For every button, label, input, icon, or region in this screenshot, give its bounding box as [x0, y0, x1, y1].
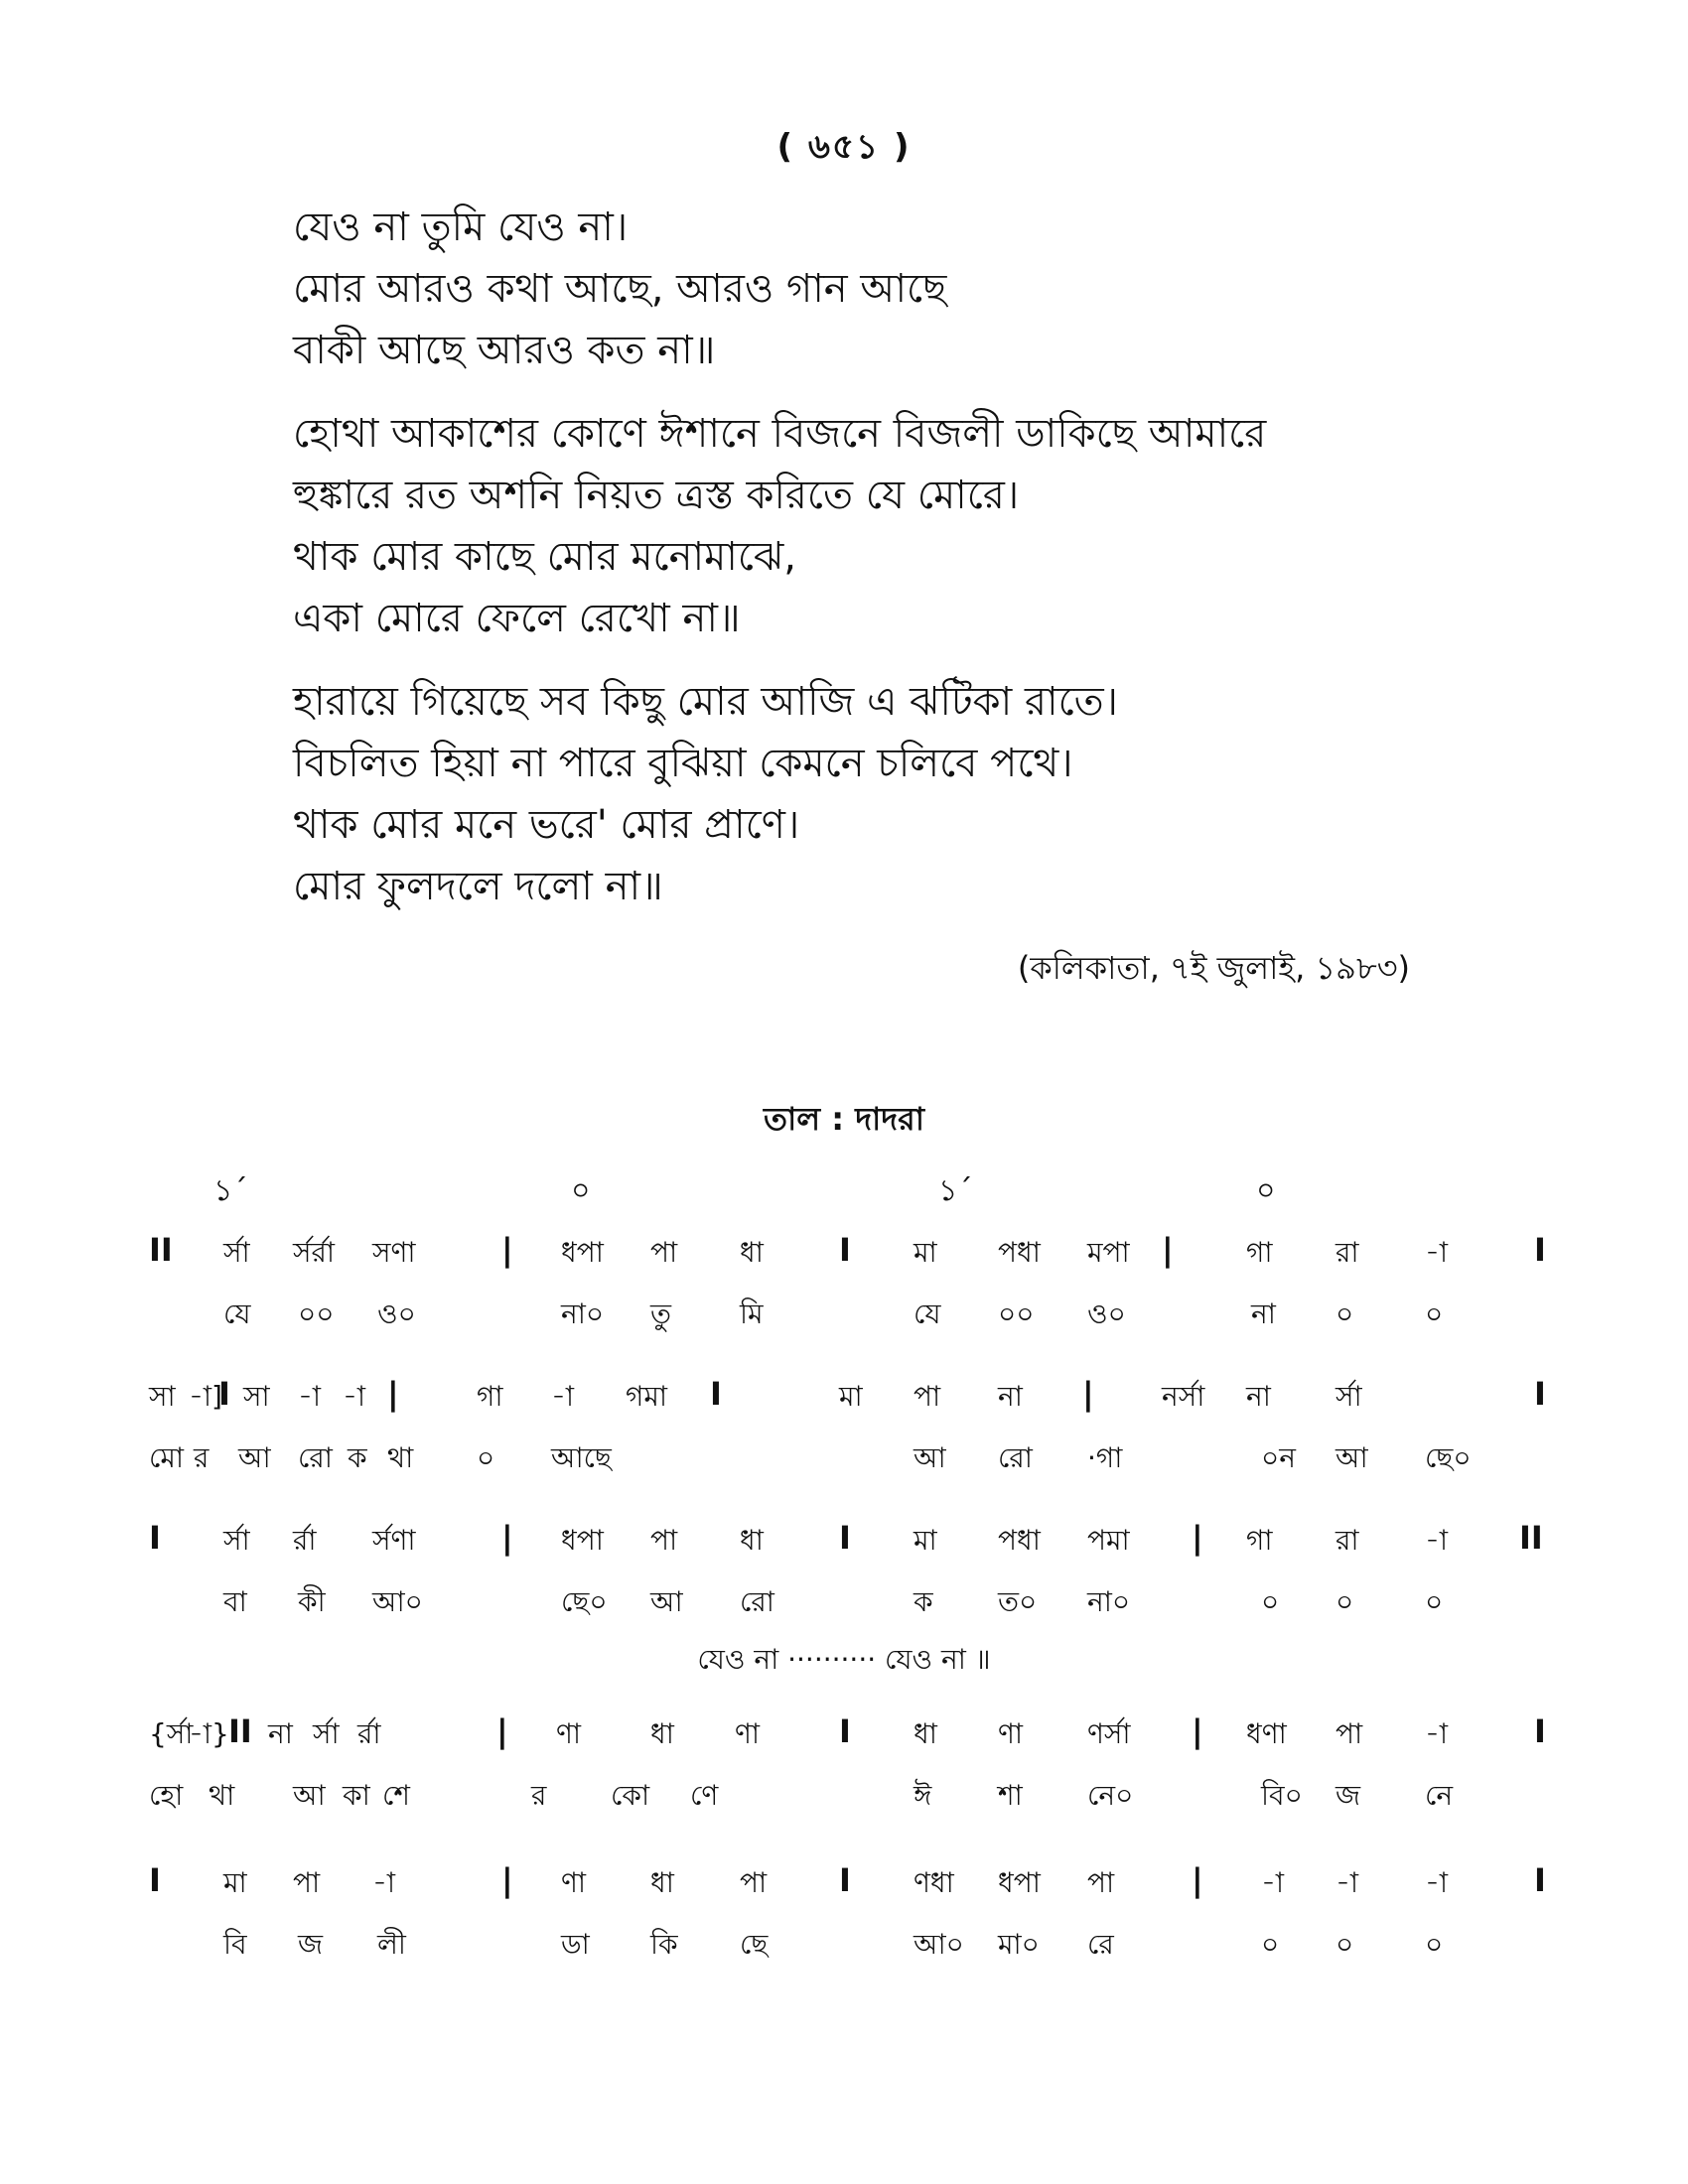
place-date-signature: (কলিকাতা, ৭ই জুলাই, ১৯৮৩) — [1017, 949, 1410, 987]
lyric-syllable: না — [1251, 1297, 1276, 1330]
bar-line: I — [149, 1861, 161, 1899]
swara-note: র্রা — [357, 1717, 381, 1750]
lyric-syllable: ত০ — [998, 1585, 1038, 1618]
bar-line: I — [839, 1712, 851, 1750]
swara-note: মা — [914, 1236, 937, 1269]
lyric-syllable: কা — [343, 1779, 370, 1812]
lyric-syllable: ও০ — [1087, 1297, 1126, 1330]
lyric-syllable: শে — [382, 1779, 410, 1812]
swara-note: মা — [914, 1524, 937, 1557]
notation-swara-row — [0, 1375, 1688, 1415]
lyric-syllable: আছে — [551, 1441, 612, 1474]
lyric-syllable: রো — [740, 1585, 774, 1618]
lyric-line: একা মোরে ফেলে রেখো না॥ — [293, 596, 741, 641]
lyric-syllable: লী — [377, 1928, 406, 1961]
lyric-syllable: রে — [1087, 1928, 1114, 1961]
lyric-syllable: আ — [650, 1585, 683, 1618]
lyric-line: বিচলিত হিয়া না পারে বুঝিয়া কেমনে চলিবে পথে। — [293, 741, 1073, 786]
bar-line: I — [1534, 1861, 1546, 1899]
lyric-syllable: নে — [1425, 1779, 1454, 1812]
lyric-syllable: আ — [914, 1441, 946, 1474]
lyric-syllable: রো — [298, 1441, 333, 1474]
lyric-syllable: যে — [223, 1297, 251, 1330]
swara-note: পমা — [1087, 1524, 1130, 1557]
bar-line: I — [839, 1861, 851, 1899]
lyric-syllable: আ — [293, 1779, 326, 1812]
swara-note: -া — [1425, 1717, 1449, 1750]
swara-note: ধপা — [561, 1524, 604, 1557]
lyric-syllable: ০ — [1425, 1585, 1444, 1618]
lyric-syllable: ক — [348, 1441, 367, 1474]
lyric-syllable: ০ — [1425, 1928, 1444, 1961]
swara-note: র্সণা — [372, 1524, 416, 1557]
swara-note: ধপা — [561, 1236, 604, 1269]
stanza-2 — [293, 403, 1484, 649]
swara-note: -া — [1336, 1866, 1359, 1899]
bar-line: I — [839, 1519, 851, 1557]
swara-note: গমা — [626, 1380, 668, 1413]
lyric-syllable: ছে০ — [1425, 1441, 1472, 1474]
lyric-syllable: বা — [223, 1585, 247, 1618]
lyric-syllable: ক — [914, 1585, 933, 1618]
swara-note: ণর্সা — [1087, 1717, 1131, 1750]
lyric-syllable: কো — [611, 1779, 650, 1812]
lyric-syllable: ০০ — [298, 1297, 335, 1330]
lyric-syllable: বি — [223, 1928, 247, 1961]
bar-line: | — [1192, 1861, 1203, 1899]
swara-note: পধা — [998, 1236, 1041, 1269]
swara-note: নর্সা — [1162, 1380, 1205, 1413]
swara-note: গা — [477, 1380, 503, 1413]
lyric-syllable: না০ — [1087, 1585, 1131, 1618]
swara-note: ধা — [740, 1236, 764, 1269]
lyrics — [293, 197, 1484, 939]
swara-note: -া — [298, 1380, 322, 1413]
lyric-syllable: র — [194, 1441, 210, 1474]
notation-swara-row — [0, 1519, 1688, 1559]
swara-note: -া — [343, 1380, 366, 1413]
swara-note: ণা — [556, 1717, 582, 1750]
lyric-line: হুঙ্কারে রত অশনি নিয়ত ত্রস্ত করিতে যে মোরে। — [293, 473, 1020, 518]
swara-note: ণা — [561, 1866, 587, 1899]
lyric-syllable: নে০ — [1087, 1779, 1134, 1812]
lyric-syllable: কী — [298, 1585, 326, 1618]
swara-note: -া — [1425, 1236, 1449, 1269]
beat-marker: ০ — [1256, 1173, 1276, 1208]
swara-note: পা — [914, 1380, 941, 1413]
beat-marker: ১´ — [938, 1173, 973, 1208]
lyric-syllable: রো — [998, 1441, 1033, 1474]
lyric-syllable: কি — [650, 1928, 678, 1961]
bar-line: II — [228, 1712, 252, 1750]
bar-line: II — [149, 1231, 173, 1269]
swara-note: রা — [1336, 1524, 1359, 1557]
lyric-syllable: আ০ — [372, 1585, 423, 1618]
tala-heading: তাল : দাদরা — [764, 1100, 924, 1138]
swara-note: -া — [1261, 1866, 1285, 1899]
swara-note: গা — [1246, 1524, 1273, 1557]
lyric-syllable: ০ — [1261, 1585, 1280, 1618]
lyric-syllable: ডা — [561, 1928, 590, 1961]
notation-swara-row — [0, 1231, 1688, 1271]
notation-lyric-row — [0, 1923, 1688, 1963]
lyric-syllable: মা০ — [998, 1928, 1040, 1961]
bar-line: I — [1534, 1231, 1546, 1269]
lyric-syllable: ০ — [1336, 1585, 1354, 1618]
bar-line: | — [501, 1231, 513, 1269]
bar-line: | — [501, 1519, 513, 1557]
stanza-1 — [293, 197, 1484, 381]
bar-line: I — [1534, 1375, 1546, 1413]
lyric-syllable: ০ — [477, 1441, 495, 1474]
swara-note: র্সা — [223, 1236, 250, 1269]
swara-note: -া} — [189, 1717, 229, 1750]
lyric-syllable: শা — [998, 1779, 1023, 1812]
lyric-line: থাক মোর মনে ভরে' মোর প্রাণে। — [293, 802, 800, 848]
lyric-line: যেও না তুমি যেও না। — [293, 205, 629, 250]
lyric-syllable: জ — [298, 1928, 324, 1961]
swara-note: -া] — [189, 1380, 222, 1413]
swara-note: পা — [650, 1524, 678, 1557]
swara-note: না — [998, 1380, 1023, 1413]
swara-note: -া — [1425, 1866, 1449, 1899]
swara-note: পা — [1336, 1717, 1363, 1750]
notation-lyric-row — [0, 1580, 1688, 1620]
bar-line: | — [496, 1712, 508, 1750]
lyric-line: থাক মোর কাছে মোর মনোমাঝে, — [293, 534, 796, 580]
bar-line: | — [1162, 1231, 1174, 1269]
swara-note: ধা — [914, 1717, 937, 1750]
lyric-syllable: ০ — [1336, 1928, 1354, 1961]
bar-line: I — [1534, 1712, 1546, 1750]
swara-note: র্রা — [293, 1524, 317, 1557]
lyric-syllable: ও০ — [377, 1297, 416, 1330]
swara-note: ধপা — [998, 1866, 1041, 1899]
swara-note: না — [1246, 1380, 1271, 1413]
beat-marker: ০ — [571, 1173, 591, 1208]
swara-note: মপা — [1087, 1236, 1130, 1269]
swara-note: পধা — [998, 1524, 1041, 1557]
lyric-syllable: ০ন — [1261, 1441, 1296, 1474]
lyric-syllable: না০ — [561, 1297, 605, 1330]
lyric-syllable: বি০ — [1261, 1779, 1303, 1812]
lyric-syllable: হো — [149, 1779, 184, 1812]
swara-note: র্সর্রা — [293, 1236, 336, 1269]
swara-note: না — [268, 1717, 293, 1750]
lyric-line: হোথা আকাশের কোণে ঈশানে বিজনে বিজলী ডাকিছে আমারে — [293, 411, 1267, 457]
lyric-syllable: র — [531, 1779, 547, 1812]
swara-note: ণা — [998, 1717, 1024, 1750]
swara-note: ণা — [735, 1717, 761, 1750]
lyric-syllable: জ — [1336, 1779, 1361, 1812]
swara-note: ধা — [650, 1866, 674, 1899]
swara-note: র্সা — [223, 1524, 250, 1557]
lyric-syllable: মি — [740, 1297, 764, 1330]
notation-swara-row — [0, 1712, 1688, 1752]
notation-swara-row — [0, 1861, 1688, 1901]
bar-line: | — [1082, 1375, 1094, 1413]
swara-note: গা — [1246, 1236, 1273, 1269]
bar-line: I — [218, 1375, 230, 1413]
lyric-syllable: তু — [650, 1297, 672, 1330]
swara-note: পা — [650, 1236, 678, 1269]
swara-note: মা — [839, 1380, 863, 1413]
swara-note: {র্সা — [149, 1717, 194, 1750]
swara-note: পা — [293, 1866, 321, 1899]
bar-line: | — [387, 1375, 399, 1413]
lyric-syllable: ণে — [690, 1779, 719, 1812]
swara-note: -া — [372, 1866, 396, 1899]
lyric-syllable: আ০ — [914, 1928, 964, 1961]
bar-line: | — [1192, 1519, 1203, 1557]
swara-note: ধা — [650, 1717, 674, 1750]
lyric-syllable: ০ — [1261, 1928, 1280, 1961]
lyric-syllable: ঈ — [914, 1779, 932, 1812]
lyric-syllable: যে — [914, 1297, 941, 1330]
lyric-syllable: আ — [1336, 1441, 1368, 1474]
lyric-syllable: ছে — [740, 1928, 769, 1961]
lyric-line: হারায়ে গিয়েছে সব কিছু মোর আজি এ ঝটিকা রাতে। — [293, 679, 1118, 725]
notation-lyric-row — [0, 1436, 1688, 1476]
lyric-syllable: আ — [238, 1441, 271, 1474]
lyric-syllable: থা — [209, 1779, 235, 1812]
lyric-line: মোর ফুলদলে দলো না॥ — [293, 864, 663, 909]
swara-note: সণা — [372, 1236, 416, 1269]
lyric-syllable: ০ — [1336, 1297, 1354, 1330]
swara-note: রা — [1336, 1236, 1359, 1269]
swara-note: -া — [551, 1380, 575, 1413]
bar-line: | — [501, 1861, 513, 1899]
bar-line: II — [1519, 1519, 1543, 1557]
lyric-syllable: মো — [149, 1441, 185, 1474]
repeat-instruction: যেও না ·········· যেও না ॥ — [697, 1643, 991, 1676]
lyric-syllable: ·গা — [1087, 1441, 1123, 1474]
swara-note: র্সা — [1336, 1380, 1362, 1413]
swara-note: পা — [1087, 1866, 1115, 1899]
swara-note: মা — [223, 1866, 247, 1899]
bar-line: | — [1192, 1712, 1203, 1750]
beat-marker: ১´ — [213, 1173, 248, 1208]
swara-note: সা — [243, 1380, 270, 1413]
swara-note: -া — [1425, 1524, 1449, 1557]
notation-lyric-row — [0, 1293, 1688, 1332]
swara-note: সা — [149, 1380, 176, 1413]
stanza-3 — [293, 671, 1484, 917]
lyric-line: মোর আরও কথা আছে, আরও গান আছে — [293, 266, 947, 312]
bar-line: I — [710, 1375, 722, 1413]
notation-lyric-row — [0, 1774, 1688, 1814]
bar-line: I — [149, 1519, 161, 1557]
swara-note: ধণা — [1246, 1717, 1287, 1750]
lyric-syllable: ০ — [1425, 1297, 1444, 1330]
lyric-syllable: থা — [387, 1441, 414, 1474]
lyric-line: বাকী আছে আরও কত না॥ — [293, 328, 716, 373]
swara-note: ধা — [740, 1524, 764, 1557]
swara-note: ণধা — [914, 1866, 954, 1899]
swara-note: র্সা — [313, 1717, 340, 1750]
bar-line: I — [839, 1231, 851, 1269]
lyric-syllable: ০০ — [998, 1297, 1035, 1330]
lyric-syllable: ছে০ — [561, 1585, 608, 1618]
swara-note: পা — [740, 1866, 768, 1899]
page-number: ( ৬৫১ ) — [776, 127, 912, 167]
